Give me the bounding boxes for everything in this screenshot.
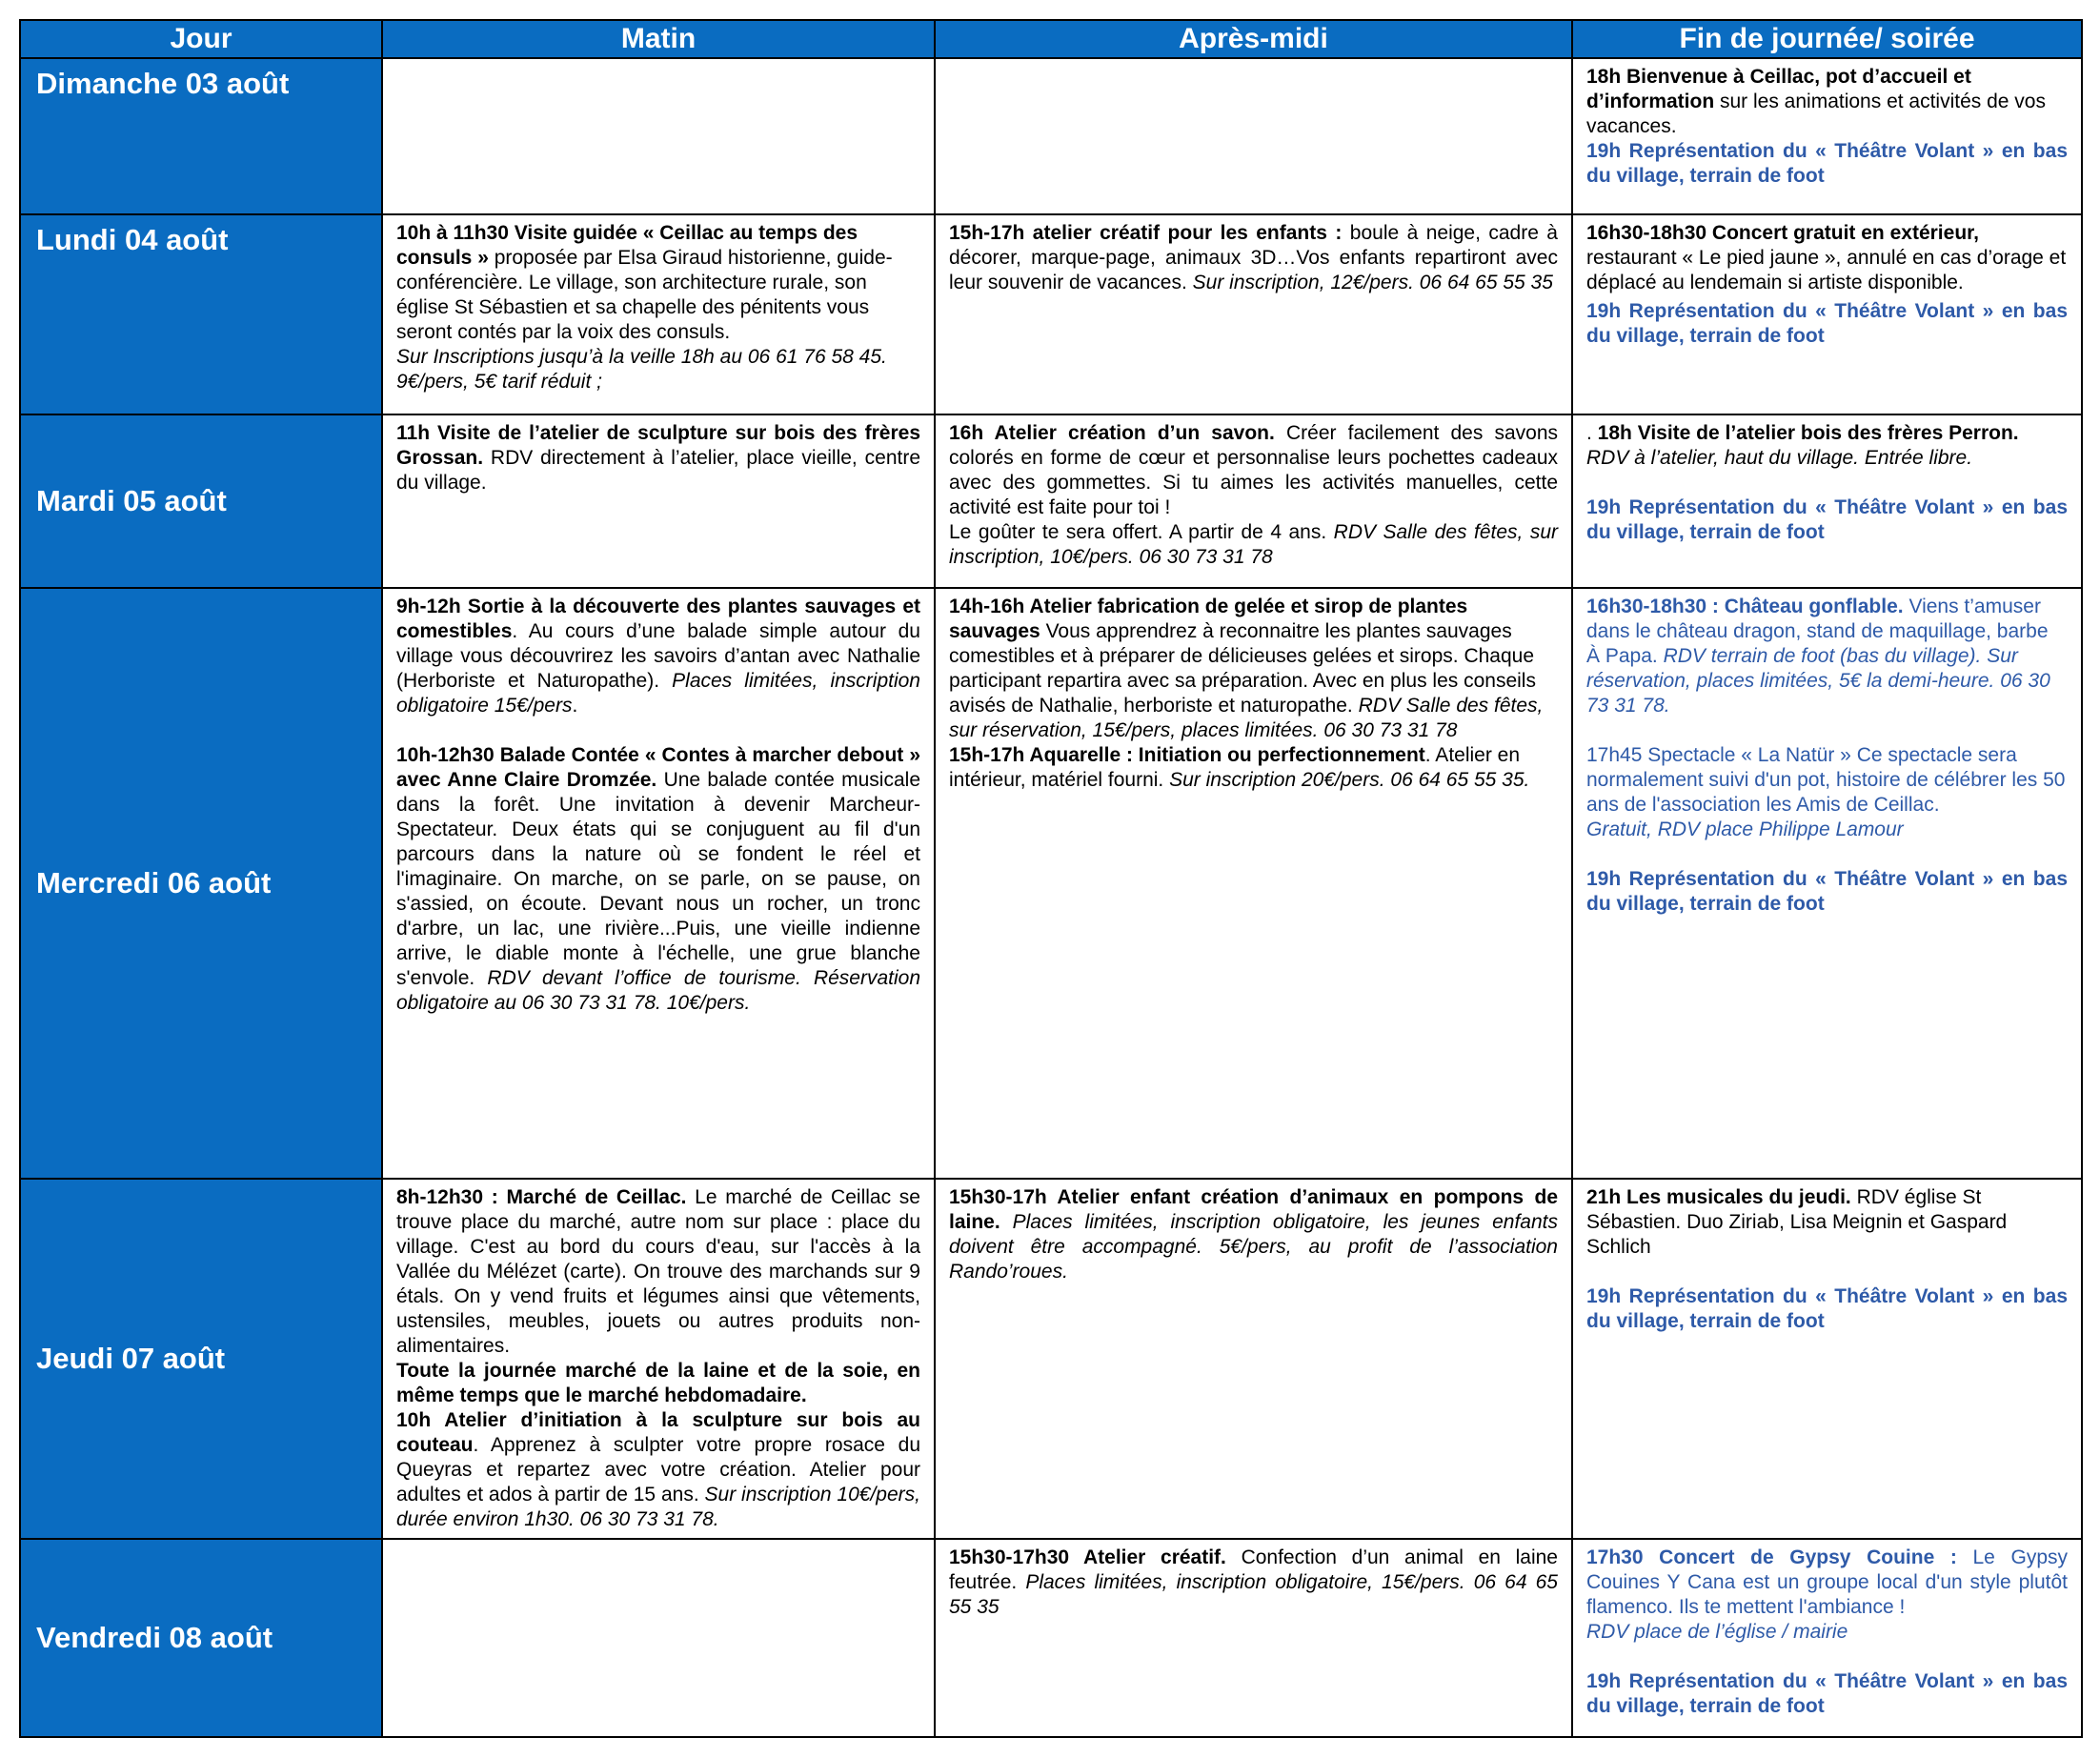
event-text: Vous apprendrez à reconnaitre les plantes sauvages comestibles et à préparer de délicieuses gelées et sirops. Chaque participant repartira avec sa préparation. Avec en plus les conseils avisés de Nathalie, herboriste et naturopathe. [949,620,1536,717]
event-info: RDV Salle des fêtes, sur réservation, 15€/pers, places limitées. 06 30 73 31 78 [949,695,1544,741]
theatre-event: 19h Représentation du « Théâtre Volant » en bas du village, terrain de foot [1586,1670,2068,1717]
day-label: Jeudi 07 août [20,1179,382,1539]
event-info: Places limitées, inscription obligatoire, 15€/pers. 06 64 65 55 35 [949,1571,1558,1618]
event-info: RDV à l’atelier, haut du village. Entrée libre. [1586,447,1973,469]
cell-apres-midi [935,1179,1572,1539]
event-title: 11h Visite de l’atelier de sculpture sur bois des frères Grossan. [396,422,920,469]
event-title: 21h Les musicales du jeudi. [1586,1186,1851,1208]
schedule-page [19,19,2081,1738]
cell-apres-midi [935,58,1572,214]
event-title: 9h-12h Sortie à la découverte des plantes sauvages et comestibles [396,596,920,642]
event-title: 16h30-18h30 Concert gratuit en extérieur, [1586,222,1979,244]
event-info: Places limitées, inscription obligatoire 15€/pers [396,670,920,717]
event-text: Une balade contée musicale dans la forêt. Une invitation à devenir Marcheur-Spectateur. Deux états qui se conjuguent au fil d'un parcours dans la nature où se fondent le réel et l'imaginaire. On marche, on se parle, on se pause, on s'assied, on écoute. Devant nous un rocher, un tronc d'arbre, un lac, une rivière...Puis, une vieille indienne arrive, le diable monte à l'échelle, une grue blanche s'envole. [396,769,920,989]
event-title: 16h Atelier création d’un savon. [949,422,1275,444]
event-title: 17h30 Concert de Gypsy Couine : [1586,1546,1957,1568]
event-info: RDV terrain de foot (bas du village). Sur réservation, places limitées, 5€ la demi-heure. 06 30 73 31 78. [1586,645,2050,717]
event-text: restaurant « Le pied jaune », annulé en cas d’orage et déplacé au lendemain si artiste disponible. [1586,247,2067,293]
event-text: RDV église St Sébastien. Duo Ziriab, Lisa Meignin et Gaspard Schlich [1586,1186,2008,1258]
event-text: . [572,695,578,717]
event-text: . Atelier en intérieur, matériel fourni. [949,744,1521,791]
event-prefix: . [1586,422,1598,444]
table-row [20,1539,2082,1737]
cell-matin [382,58,935,214]
table-row [20,414,2082,588]
event-info: Places limitées, inscription obligatoire, les jeunes enfants doivent être accompagné. 5€/pers, au profit de l’association Rando’roues. [949,1211,1558,1283]
cell-soiree [1572,58,2082,214]
cell-matin [382,214,935,414]
theatre-event: 19h Représentation du « Théâtre Volant » en bas du village, terrain de foot [1586,868,2068,915]
schedule-table [19,19,2083,1738]
day-label: Dimanche 03 août [20,58,382,214]
event-title: 8h-12h30 : Marché de Ceillac. [396,1186,687,1208]
event-text: Viens t’amuser dans le château dragon, stand de maquillage, barbe [1586,596,2049,642]
cell-apres-midi [935,214,1572,414]
cell-soiree [1572,1539,2082,1737]
header-matin: Matin [382,20,935,58]
theatre-event: 19h Représentation du « Théâtre Volant » en bas du village, terrain de foot [1586,1285,2068,1332]
event-title: 16h30-18h30 : Château gonflable. [1586,596,1904,617]
event-title: 10h-12h30 Balade Contée « Contes à marcher debout » avec Anne Claire Dromzée. [396,744,920,791]
day-label: Vendredi 08 août [20,1539,382,1737]
table-row [20,588,2082,1179]
event-text: boule à neige, cadre à décorer, marque-page, animaux 3D…Vos enfants repartiront avec leur souvenir de vacances. [949,222,1558,293]
cell-apres-midi [935,588,1572,1179]
header-soiree: Fin de journée/ soirée [1572,20,2082,58]
event-info: Gratuit, RDV place Philippe Lamour [1586,818,1904,840]
event-text: Le Gypsy Couines Y Cana est un groupe local d'un style plutôt flamenco. Ils te mettent l'ambiance ! [1586,1546,2068,1618]
cell-matin [382,1539,935,1737]
event-text: Le goûter te sera offert. A partir de 4 ans. [949,521,1334,543]
event-title: 18h Bienvenue à Ceillac, pot d’accueil et d’information [1586,66,1971,112]
cell-apres-midi [935,414,1572,588]
event-text: sur les animations et activités de vos vacances. [1586,91,2046,137]
event-text: Confection d’un animal en laine feutrée. [949,1546,1558,1593]
event-info: Sur inscription 10€/pers, durée environ 1h30. 06 30 73 31 78. [396,1484,920,1530]
day-label: Lundi 04 août [20,214,382,414]
header-apres-midi: Après-midi [935,20,1572,58]
event-text: RDV directement à l’atelier, place vieille, centre du village. [396,447,920,494]
event-info: Sur Inscriptions jusqu’à la veille 18h au 06 61 76 58 45. 9€/pers, 5€ tarif réduit ; [396,346,887,393]
event-title: 14h-16h Atelier fabrication de gelée et sirop de plantes sauvages [949,596,1468,642]
event-title: 15h-17h atelier créatif pour les enfants : [949,222,1343,244]
event-info: Sur inscription, 12€/pers. 06 64 65 55 35 [1192,272,1553,293]
cell-soiree [1572,214,2082,414]
table-row [20,1179,2082,1539]
table-row [20,58,2082,214]
header-jour: Jour [20,20,382,58]
event-text: À Papa. [1586,645,1664,667]
cell-matin [382,1179,935,1539]
table-row [20,214,2082,414]
event-text: . Au cours d’une balade simple autour du village vous découvrirez les savoirs d’antan avec Nathalie (Herboriste et Naturopathe). [396,620,920,692]
cell-matin [382,588,935,1179]
event-title: 15h-17h Aquarelle : Initiation ou perfectionnement [949,744,1425,766]
event-title: 15h30-17h30 Atelier créatif. [949,1546,1226,1568]
event-info: Sur inscription 20€/pers. 06 64 65 55 35. [1169,769,1530,791]
cell-soiree [1572,588,2082,1179]
day-label: Mercredi 06 août [20,588,382,1179]
day-label: Mardi 05 août [20,414,382,588]
cell-soiree [1572,1179,2082,1539]
theatre-event: 19h Représentation du « Théâtre Volant » en bas du village, terrain de foot [1586,300,2068,347]
event-title: 10h à 11h30 Visite guidée « Ceillac au temps des consuls » [396,222,858,269]
event-info: RDV Salle des fêtes, sur inscription, 10€/pers. 06 30 73 31 78 [949,521,1559,568]
event-text: proposée par Elsa Giraud historienne, guide-conférencière. Le village, son architecture rurale, son église St Sébastien et sa chapelle des pénitents vous seront contés par la voix des consuls. [396,247,893,343]
event-info: RDV place de l’église / mairie [1586,1621,1848,1643]
event-info: RDV devant l’office de tourisme. Réservation obligatoire au 06 30 73 31 78. 10€/pers. [396,967,921,1014]
event-title: 10h Atelier d’initiation à la sculpture sur bois au couteau [396,1409,920,1456]
cell-matin [382,414,935,588]
theatre-event: 19h Représentation du « Théâtre Volant » en bas du village, terrain de foot [1586,140,2068,187]
theatre-event: 19h Représentation du « Théâtre Volant » en bas du village, terrain de foot [1586,496,2068,543]
event-title: Toute la journée marché de la laine et de la soie, en même temps que le marché hebdomadaire. [396,1360,920,1406]
event-text: . Apprenez à sculpter votre propre rosace du Queyras et repartez avec votre création. Atelier pour adultes et ados à partir de 15 ans. [396,1434,920,1506]
header-row [20,20,2082,58]
event-title: 15h30-17h Atelier enfant création d’animaux en pompons de laine. [949,1186,1558,1233]
event-text: Le marché de Ceillac se trouve place du marché, autre nom sur place : place du village. C'est au bord du cours d'eau, sur l'accès à la Vallée du Mélézet (carte). On trouve des marchands sur 9 étals. On y vend fruits et légumes ainsi que vêtements, ustensiles, meubles, jouets ou autres produits non-alimentaires. [396,1186,920,1357]
cell-soiree [1572,414,2082,588]
event-text: Créer facilement des savons colorés en forme de cœur et personnalise leurs pochettes cadeaux avec des gommettes. Si tu aimes les activités manuelles, cette activité est faite pour toi ! [949,422,1558,518]
event-text: 17h45 Spectacle « La Natür » Ce spectacle sera normalement suivi d'un pot, histoire de célébrer les 50 ans de l'association les Amis de Ceillac. [1586,744,2066,816]
cell-apres-midi [935,1539,1572,1737]
event-title: 18h Visite de l’atelier bois des frères Perron. [1597,422,2019,444]
